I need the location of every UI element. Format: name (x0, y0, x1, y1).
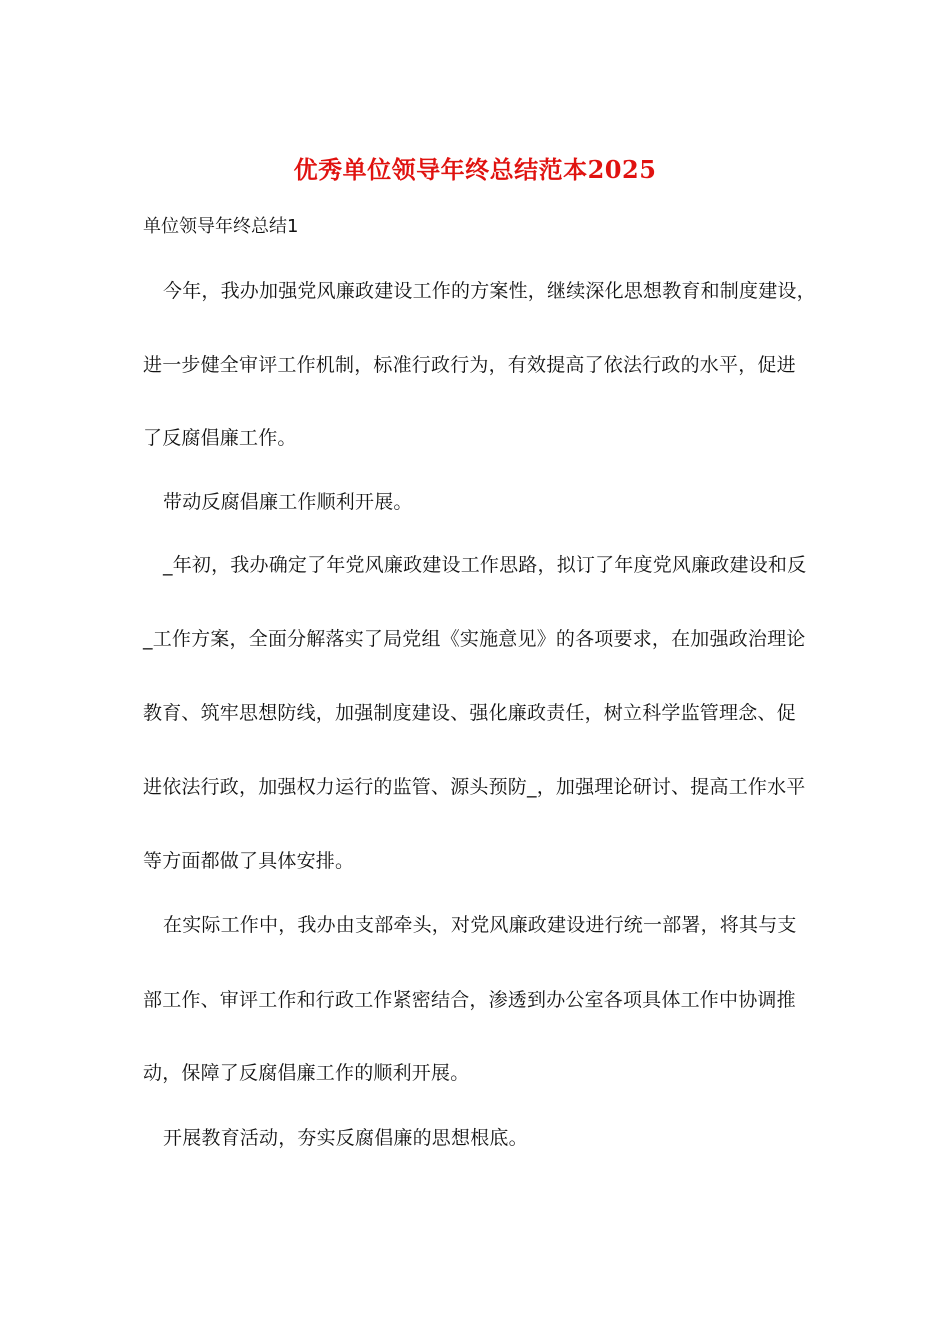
paragraph-line: 动，保障了反腐倡廉工作的顺利开展。 (143, 1062, 470, 1084)
document-title: 优秀单位领导年终总结范本2025 (293, 155, 657, 184)
paragraph-line: _年初，我办确定了年党风廉政建设工作思路，拟订了年度党风廉政建设和反 (163, 554, 807, 576)
paragraph-line: 带动反腐倡廉工作顺利开展。 (163, 491, 413, 513)
paragraph-line: 了反腐倡廉工作。 (143, 427, 297, 449)
paragraph-line: _工作方案，全面分解落实了局党组《实施意见》的各项要求，在加强政治理论 (143, 628, 806, 650)
paragraph-line: 进依法行政，加强权力运行的监管、源头预防_，加强理论研讨、提高工作水平 (143, 776, 806, 798)
paragraph-line: 今年，我办加强党风廉政建设工作的方案性，继续深化思想教育和制度建设， (163, 280, 816, 302)
paragraph-line: 部工作、审评工作和行政工作紧密结合，渗透到办公室各项具体工作中协调推 (143, 989, 796, 1011)
paragraph-line: 开展教育活动，夯实反腐倡廉的思想根底。 (163, 1127, 528, 1149)
paragraph-line: 在实际工作中，我办由支部牵头，对党风廉政建设进行统一部署，将其与支 (163, 914, 797, 936)
paragraph-line: 进一步健全审评工作机制，标准行政行为，有效提高了依法行政的水平，促进 (143, 354, 796, 376)
paragraph-line: 教育、筑牢思想防线，加强制度建设、强化廉政责任，树立科学监管理念、促 (143, 702, 796, 724)
paragraph-line: 等方面都做了具体安排。 (143, 850, 355, 872)
section-heading: 单位领导年终总结1 (143, 216, 299, 237)
